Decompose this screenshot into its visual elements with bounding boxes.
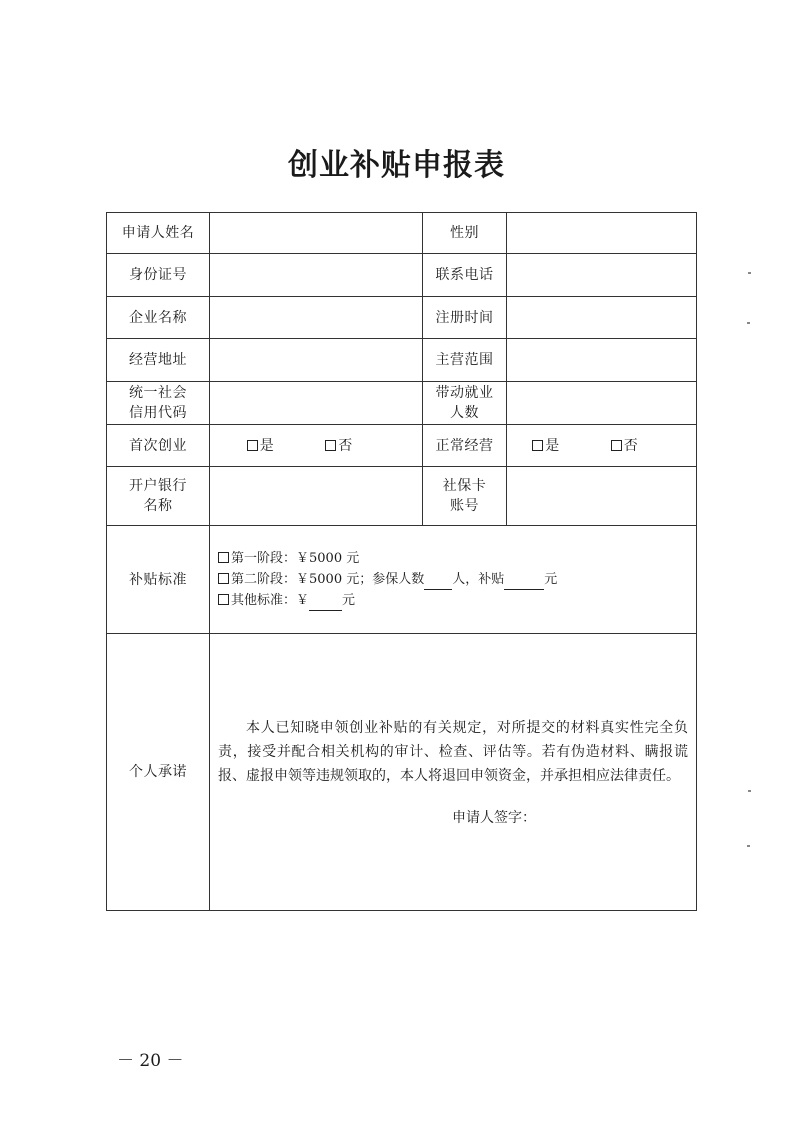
row-id-phone <box>107 254 697 297</box>
label-credit-code-line2: 信用代码 <box>129 405 187 421</box>
subsidy-amount-blank[interactable] <box>504 574 544 590</box>
field-bank[interactable] <box>210 467 423 526</box>
field-id-number[interactable] <box>210 254 423 297</box>
normal-operation-yes[interactable]: 是 <box>532 436 592 456</box>
scan-speck <box>748 790 751 792</box>
label-credit-code-line1: 统一社会 <box>129 385 187 401</box>
subsidy-standard-options <box>210 526 697 634</box>
label-id-number: 身份证号 <box>107 254 210 297</box>
insured-count-blank[interactable] <box>424 574 452 590</box>
signature-label: 申请人签字： <box>452 810 536 826</box>
checkbox-icon[interactable] <box>247 440 258 451</box>
first-startup-options <box>210 425 423 467</box>
label-pledge: 个人承诺 <box>107 634 210 911</box>
checkbox-icon[interactable] <box>611 440 622 451</box>
label-credit-code <box>107 382 210 425</box>
other-amount-blank[interactable] <box>309 595 342 611</box>
checkbox-icon[interactable] <box>218 594 229 605</box>
label-address: 经营地址 <box>107 339 210 382</box>
first-startup-yes[interactable]: 是 <box>247 436 307 456</box>
standard-stage-2[interactable]: 第二阶段：￥5000 元；参保人数 人，补贴 元 <box>218 569 696 590</box>
label-company: 企业名称 <box>107 297 210 339</box>
label-subsidy-standard: 补贴标准 <box>107 526 210 634</box>
page-number: － 20 － <box>117 1051 184 1071</box>
scan-speck <box>747 322 750 324</box>
normal-operation-options <box>507 425 697 467</box>
field-name[interactable] <box>210 213 423 254</box>
label-name: 申请人姓名 <box>107 213 210 254</box>
form-title: 创业补贴申报表 <box>288 148 505 183</box>
row-subsidy-standard <box>107 526 697 634</box>
scan-speck <box>748 272 751 274</box>
label-bank-line1: 开户银行 <box>129 478 187 494</box>
field-reg-time[interactable] <box>507 297 697 339</box>
label-social-card-line1: 社保卡 <box>442 478 487 494</box>
label-reg-time: 注册时间 <box>423 297 507 339</box>
checkbox-icon[interactable] <box>218 573 229 584</box>
field-address[interactable] <box>210 339 423 382</box>
label-bank-line2: 名称 <box>143 498 173 514</box>
checkbox-icon[interactable] <box>325 440 336 451</box>
label-first-startup: 首次创业 <box>107 425 210 467</box>
field-employment[interactable] <box>507 382 697 425</box>
row-pledge <box>107 634 697 911</box>
label-employment <box>423 382 507 425</box>
row-first-startup <box>107 425 697 467</box>
field-company[interactable] <box>210 297 423 339</box>
label-gender: 性别 <box>423 213 507 254</box>
row-bank-social <box>107 467 697 526</box>
field-social-card[interactable] <box>507 467 697 526</box>
label-phone: 联系电话 <box>423 254 507 297</box>
label-normal-operation: 正常经营 <box>423 425 507 467</box>
first-startup-no[interactable]: 否 <box>325 436 385 456</box>
field-scope[interactable] <box>507 339 697 382</box>
standard-stage-1[interactable]: 第一阶段：￥5000 元 <box>218 548 696 569</box>
field-credit-code[interactable] <box>210 382 423 425</box>
row-credit-employment <box>107 382 697 425</box>
pledge-text: 本人已知晓申领创业补贴的有关规定，对所提交的材料真实性完全负责，接受并配合相关机构的审计、检查、评估等。若有伪造材料、瞒报谎报、虚报申领等违规领取的，本人将退回申领资金，并承担相应法律责任。 <box>218 720 688 784</box>
pledge-cell <box>210 634 697 911</box>
label-social-card <box>423 467 507 526</box>
field-phone[interactable] <box>507 254 697 297</box>
label-bank <box>107 467 210 526</box>
label-social-card-line2: 账号 <box>450 498 479 514</box>
label-scope: 主营范围 <box>423 339 507 382</box>
row-company-regtime <box>107 297 697 339</box>
label-employment-line1: 带动就业 <box>435 385 494 401</box>
application-form-table <box>106 212 697 911</box>
checkbox-icon[interactable] <box>218 552 229 563</box>
normal-operation-no[interactable]: 否 <box>611 436 671 456</box>
row-name-gender <box>107 213 697 254</box>
field-gender[interactable] <box>507 213 697 254</box>
label-employment-line2: 人数 <box>450 405 479 421</box>
checkbox-icon[interactable] <box>532 440 543 451</box>
standard-other[interactable]: 其他标准：￥ 元 <box>218 590 696 611</box>
scan-speck <box>747 845 750 847</box>
row-address-scope <box>107 339 697 382</box>
